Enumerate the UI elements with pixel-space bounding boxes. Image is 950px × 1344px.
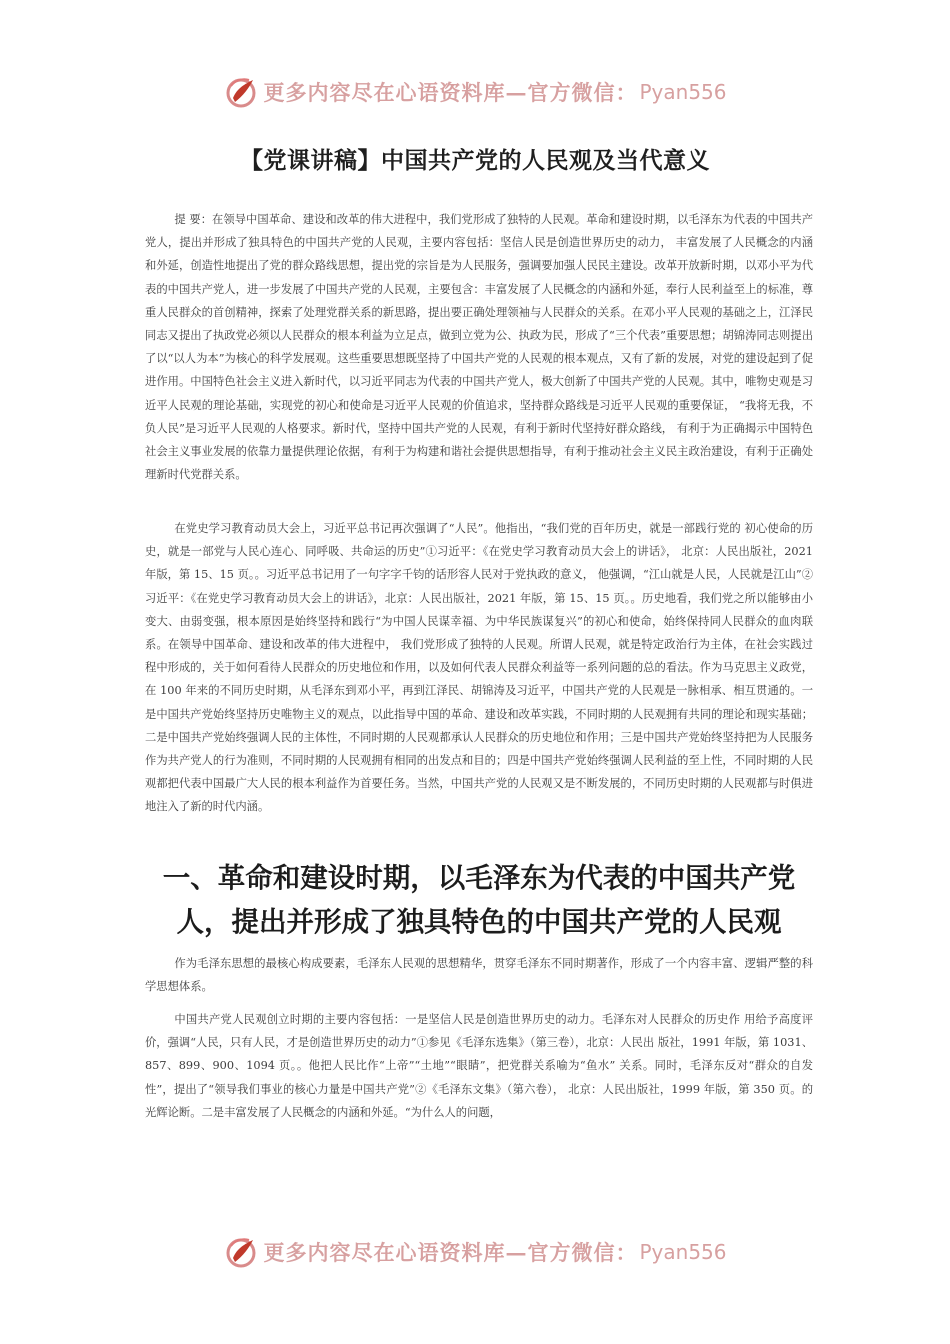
banner-text: 更多内容尽在心语资料库—官方微信： [263,1240,638,1265]
banner-text: 更多内容尽在心语资料库—官方微信： [263,80,638,105]
banner-wechat-id: Pyan556 [639,80,727,104]
body-paragraph: 中国共产党人民观创立时期的主要内容包括：一是坚信人民是创造世界历史的动力。毛泽东对人民群众的历史作 用给予高度评价，强调“人民，只有人民，才是创造世界历史的动力”①参见《毛泽东选集》（第三卷），北京：人民出 版社，1991 年版，第 1031、857、899、900、1094 页。。他把人民比作“上帝”“土地”“眼睛”，把党群关系喻为“鱼水” 关系。同时，毛泽东反对“群众的自发性”，提出了“领导我们事业的核心力量是中国共产党”②《毛泽东文集》（第六卷）， 北京：人民出版社，1999 年版，第 350 页。的光辉论断。二是丰富发展了人民概念的内涵和外延。“为什么人的问题， [145,1013,813,1119]
brand-logo-icon [223,1234,259,1270]
body-paragraph: 作为毛泽东思想的最核心构成要素，毛泽东人民观的思想精华，贯穿毛泽东不同时期著作，形成了一个内容丰富、逻辑严整的科学思想体系。 [145,957,813,994]
section-heading-line-1: 一、革命和建设时期，以毛泽东为代表的中国共产党 [162,862,796,894]
intro-paragraph: 在党史学习教育动员大会上，习近平总书记再次强调了“人民”。他指出，“我们党的百年历史，就是一部践行党的 初心使命的历史，就是一部党与人民心连心、同呼吸、共命运的历史”①习近平：《在党史学习教育动员大会上的讲话》， 北京：人民出版社，2021 年版，第 15、15 页。。习近平总书记用了一句字字千钧的话形容人民对于党执政的意义， 他强调，“江山就是人民，人民就是江山”②习近平：《在党史学习教育动员大会上的讲话》，北京：人民出版社，2021 年版，第 15、15 页。。历史地看，我们党之所以能够由小变大、由弱变强，根本原因是始终坚持和践行“为中国人民谋幸福、为中华民族谋复兴”的初心和使命，始终保持同人民群众的血肉联系。在领导中国革命、建设和改革的伟大进程中， 我们党形成了独特的人民观。所谓人民观，就是特定政治行为主体，在社会实践过程中形成的，关于如何看待人民群众的历史地位和作用，以及如何代表人民群众利益等一系列问题的总的看法。作为马克思主义政党，在 100 年来的不同历史时期，从毛泽东到邓小平，再到江泽民、胡锦涛及习近平，中国共产党的人民观是一脉相承、相互贯通的。一是中国共产党始终坚持历史唯物主义的观点，以此指导中国的革命、建设和改革实践，不同时期的人民观拥有共同的理论和现实基础；二是中国共产党始终强调人民的主体性，不同时期的人民观都承认人民群众的历史地位和作用；三是中国共产党始终坚持把为人民服务作为共产党人的行为准则，不同时期的人民观拥有相同的出发点和目的；四是中国共产党始终强调人民利益的至上性，不同时期的人民观都把代表中国最广大人民的根本利益作为首要任务。当然，中国共产党的人民观又是不断发展的，不同历史时期的人民观都与时俱进地注入了新的时代内涵。 [145,522,813,814]
header-banner [0,74,950,110]
abstract-paragraph: 提 要：在领导中国革命、建设和改革的伟大进程中，我们党形成了独特的人民观。革命和建设时期，以毛泽东为代表的中国共产党人，提出并形成了独具特色的中国共产党的人民观，主要内容包括：坚信人民是创造世界历史的动力， 丰富发展了人民概念的内涵和外延，创造性地提出了党的群众路线思想，提出党的宗旨是为人民服务，强调要加强人民民主建设。改革开放新时期，以邓小平为代表的中国共产党人，进一步发展了中国共产党的人民观，主要包含：丰富发展了人民概念的内涵和外延，奉行人民利益至上的标准，尊重人民群众的首创精神，探索了处理党群关系的新思路，提出要正确处理领袖与人民群众的关系。在邓小平人民观的基础之上，江泽民同志又提出了执政党必须以人民群众的根本利益为立足点，做到立党为公、执政为民，形成了“三个代表”重要思想；胡锦涛同志则提出了以“以人为本”为核心的科学发展观。这些重要思想既坚持了中国共产党的人民观的根本观点，又有了新的发展，对党的建设起到了促进作用。中国特色社会主义进入新时代，以习近平同志为代表的中国共产党人，极大创新了中国共产党的人民观。其中，唯物史观是习近平人民观的理论基础，实现党的初心和使命是习近平人民观的价值追求，坚持群众路线是习近平人民观的重要保证， “我将无我，不负人民”是习近平人民观的人格要求。新时代，坚持中国共产党的人民观，有利于新时代坚持好群众路线， 有利于为正确揭示中国特色社会主义事业发展的依靠力量提供理论依据，有利于为构建和谐社会提供思想指导，有利于推动社会主义民主政治建设，有利于正确处理新时代党群关系。 [145,213,813,482]
section-heading-line-2: 人，提出并形成了独具特色的中国共产党的人民观 [176,906,782,938]
section-heading-1 [145,856,813,944]
document-title: 【党课讲稿】中国共产党的人民观及当代意义 [240,148,710,174]
banner-wechat-id: Pyan556 [639,1240,727,1264]
footer-banner [0,1234,950,1270]
brand-logo-icon [223,74,259,110]
